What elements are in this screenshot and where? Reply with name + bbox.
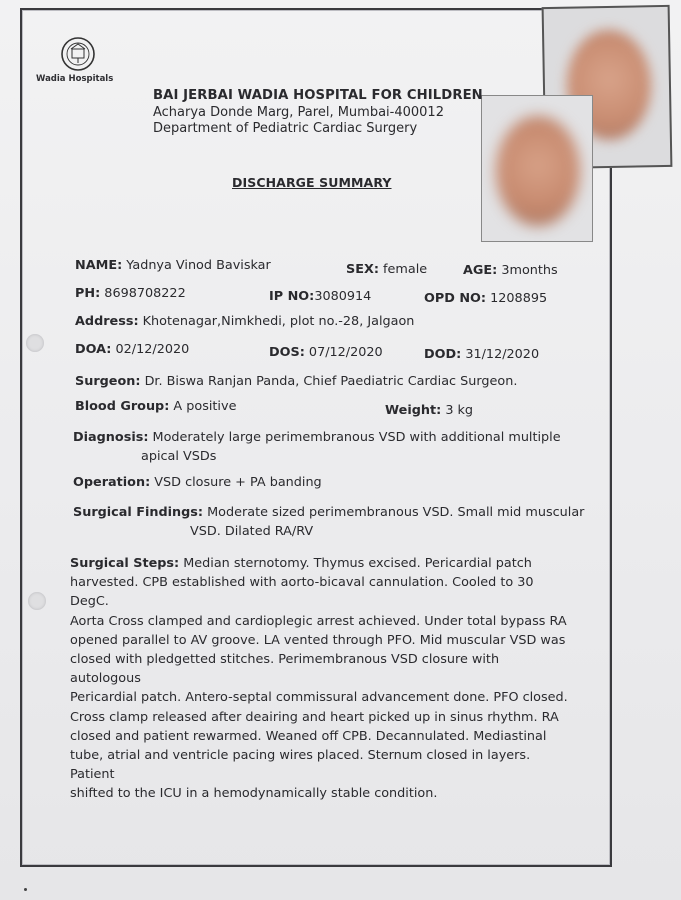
admission-date: 02/12/2020	[115, 342, 190, 357]
dos-row	[269, 345, 383, 360]
blood-group: A positive	[173, 399, 237, 414]
ip-row	[269, 289, 371, 304]
steps-line: closed with pledgetted stitches. Perimembranous VSD closure with autologous	[70, 652, 500, 687]
doa-row	[75, 342, 189, 357]
punch-hole	[26, 334, 44, 352]
diagnosis-label: Diagnosis:	[73, 430, 149, 445]
address-label: Address:	[75, 314, 139, 329]
surgery-date: 07/12/2020	[308, 345, 383, 360]
patient-weight: 3 kg	[445, 403, 474, 418]
findings-line1: Moderate sized perimembranous VSD. Small mid muscular	[207, 505, 585, 520]
sex-row	[346, 262, 427, 277]
hospital-header	[153, 88, 483, 137]
hospital-logo-icon	[58, 36, 98, 72]
dos-label: DOS:	[269, 345, 305, 360]
discharge-date: 31/12/2020	[465, 347, 540, 362]
patient-photo-secondary	[481, 95, 593, 242]
dod-label: DOD:	[424, 347, 462, 362]
phone-row	[75, 286, 186, 301]
document-title: DISCHARGE SUMMARY	[232, 175, 392, 190]
patient-name-row	[75, 258, 271, 273]
weight-label: Weight:	[385, 403, 442, 418]
opd-row	[424, 291, 547, 306]
steps-label: Surgical Steps:	[70, 556, 180, 571]
patient-sex: female	[383, 262, 428, 277]
sex-label: SEX:	[346, 262, 379, 277]
findings-label: Surgical Findings:	[73, 505, 204, 520]
name-label: NAME:	[75, 258, 123, 273]
diagnosis-line1: Moderately large perimembranous VSD with additional multiple	[152, 430, 561, 445]
surgeon-row	[75, 374, 517, 389]
ip-number: 3080914	[314, 289, 372, 304]
weight-row	[385, 403, 473, 418]
dod-row	[424, 347, 539, 362]
opd-number: 1208895	[490, 291, 548, 306]
surgeon-label: Surgeon:	[75, 374, 141, 389]
steps-line: tube, atrial and ventricle pacing wires placed. Sternum closed in layers. Patient	[70, 748, 531, 783]
hospital-department: Department of Pediatric Cardiac Surgery	[153, 121, 418, 136]
hospital-name: BAI JERBAI WADIA HOSPITAL FOR CHILDREN	[153, 88, 483, 103]
steps-line: shifted to the ICU in a hemodynamically stable condition.	[70, 786, 438, 802]
ph-label: PH:	[75, 286, 101, 301]
steps-line: Median sternotomy. Thymus excised. Pericardial patch	[183, 556, 532, 571]
steps-line: Pericardial patch. Antero-septal commissural advancement done. PFO closed.	[70, 690, 568, 706]
address-row	[75, 314, 414, 329]
patient-name: Yadnya Vinod Baviskar	[126, 258, 271, 273]
doa-label: DOA:	[75, 342, 112, 357]
patient-phone: 8698708222	[104, 286, 186, 301]
steps-line: harvested. CPB established with aorto-bicaval cannulation. Cooled to 30 DegC.	[70, 575, 534, 610]
age-label: AGE:	[463, 263, 498, 278]
blood-group-label: Blood Group:	[75, 399, 170, 414]
operation-row	[73, 475, 322, 490]
steps-line: Cross clamp released after deairing and heart picked up in sinus rhythm. RA	[70, 709, 559, 725]
operation-value: VSD closure + PA banding	[154, 475, 322, 490]
speck	[24, 888, 27, 891]
diagnosis-line2: apical VSDs	[141, 449, 217, 465]
surgical-steps-block	[70, 554, 570, 804]
findings-block	[73, 503, 584, 541]
logo-text: Wadia Hospitals	[36, 74, 114, 84]
steps-line: closed and patient rewarmed. Weaned off CPB. Decannulated. Mediastinal	[70, 728, 547, 744]
diagnosis-block	[73, 428, 561, 466]
patient-address: Khotenagar,Nimkhedi, plot no.-28, Jalgaon	[142, 314, 415, 329]
age-row	[463, 263, 558, 278]
patient-age: 3months	[501, 263, 558, 278]
steps-line: Aorta Cross clamped and cardioplegic arrest achieved. Under total bypass RA	[70, 613, 567, 629]
punch-hole	[28, 592, 46, 610]
findings-line2: VSD. Dilated RA/RV	[190, 524, 314, 540]
surgeon-name: Dr. Biswa Ranjan Panda, Chief Paediatric Cardiac Surgeon.	[144, 374, 518, 389]
steps-line: opened parallel to AV groove. LA vented through PFO. Mid muscular VSD was	[70, 632, 566, 648]
opd-label: OPD NO:	[424, 291, 487, 306]
operation-label: Operation:	[73, 475, 151, 490]
hospital-address: Acharya Donde Marg, Parel, Mumbai-400012	[153, 105, 444, 120]
blood-group-row	[75, 399, 236, 414]
ip-label: IP NO:	[269, 289, 315, 304]
